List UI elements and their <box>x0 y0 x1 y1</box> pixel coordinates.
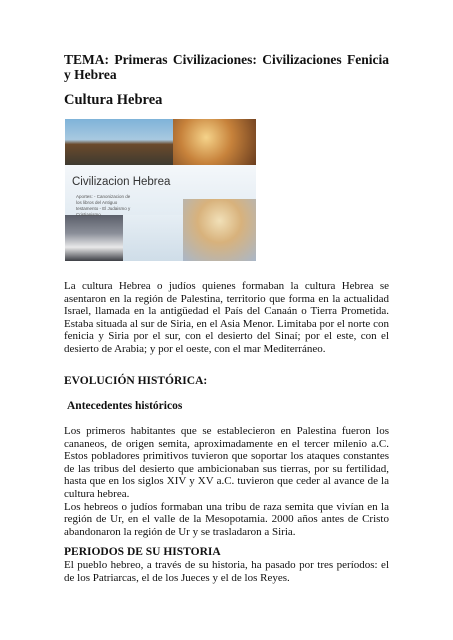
collage-heading: Civilizacion Hebrea <box>72 176 171 188</box>
painting-photo <box>173 119 256 165</box>
wall-photo <box>65 215 123 261</box>
paragraph-antecedentes <box>64 425 389 538</box>
ruins-photo <box>183 199 256 261</box>
collage-image <box>65 119 256 261</box>
paragraph-antecedentes-1: Los primeros habitantes que se establecieron en Palestina fueron los cananeos, de origen semita, aproximadamente en el tercer milenio a.C. Estos pobladores primitivos tuvieron que soportar los ataques constantes de las tribus del desierto que ambicionaban sus tierras, por su fertilidad, hasta que en los siglos XIV y XV a.C. tuvieron que ceder al avance de la cultura hebrea. <box>64 425 389 500</box>
collage-bullets: Aportes: - Canonizacion de los libros del Antiguo testamento - El Judaismo y Cristianismo <box>76 194 131 217</box>
document-title: TEMA: Primeras Civilizaciones: Civilizaciones Fenicia y Hebrea <box>64 52 389 82</box>
heading-periodos: PERIODOS DE SU HISTORIA <box>64 546 221 558</box>
section-subtitle: Cultura Hebrea <box>64 92 163 108</box>
heading-antecedentes: Antecedentes históricos <box>67 400 183 412</box>
ark-photo <box>65 119 173 165</box>
blank-panel <box>123 215 183 261</box>
paragraph-intro: La cultura Hebrea o judíos quienes formaban la cultura Hebrea se asentaron en la región de Palestina, territorio que forma en la actualidad Israel, llamada en la antigüedad el País del Canaán o Tierra Prometida. Estaba situada al sur de Siria, en el Asia Menor. Limitaba por el norte con fenicia y Siria por el sur, con el desierto del Sinaí; por el este, con el desierto de Arabia; y por el oeste, con el mar Mediterráneo. <box>64 280 389 355</box>
heading-evolucion: EVOLUCIÓN HISTÓRICA: <box>64 375 208 387</box>
paragraph-periodos: El pueblo hebreo, a través de su historia, ha pasado por tres períodos: el de los Patriarcas, el de los Jueces y el de los Reyes. <box>64 559 389 584</box>
paragraph-antecedentes-2: Los hebreos o judíos formaban una tribu de raza semita que vivían en la región de Ur, en el valle de la Mesopotamia. 2000 años antes de Cristo abandonaron la región de Ur y se trasladaron a Siria. <box>64 500 389 538</box>
